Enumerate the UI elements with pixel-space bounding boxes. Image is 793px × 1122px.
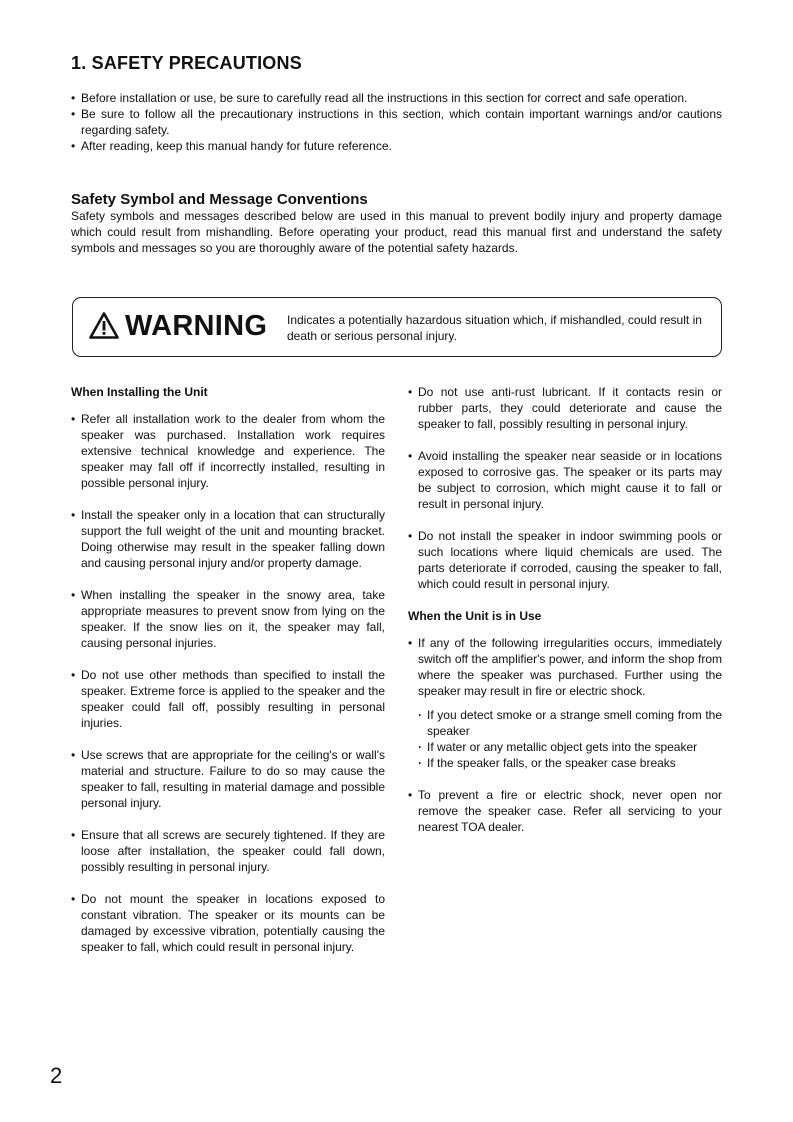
- list-item: [408, 635, 722, 771]
- irregularities-text: If any of the following irregularities occurs, immediately switch off the amplifier's power, and inform the shop from where the speaker was purchased. Further using the speaker may result in fire or electric shock.: [418, 636, 722, 698]
- warning-box: [72, 297, 722, 357]
- conventions-title: Safety Symbol and Message Conventions: [71, 191, 368, 208]
- intro-list: [71, 90, 722, 154]
- list-item: • Refer all installation work to the dealer from whom the speaker was purchased. Installation work requires extensive technical knowledge and experience. The speaker may fall off if incorrectly installed, resulting in possible personal injury.: [71, 411, 385, 491]
- intro-item: • After reading, keep this manual handy for future reference.: [71, 138, 722, 154]
- in-use-heading: When the Unit is in Use: [408, 609, 542, 623]
- left-column: [71, 384, 385, 955]
- list-item: • Ensure that all screws are securely tightened. If they are loose after installation, the speaker could fall down, possibly resulting in personal injury.: [71, 827, 385, 875]
- list-item: • Do not use anti-rust lubricant. If it contacts resin or rubber parts, they could deteriorate and cause the speaker to fall, possibly resulting in personal injury.: [408, 384, 722, 432]
- list-item: • Avoid installing the speaker near seaside or in locations exposed to corrosive gas. The speaker or its parts may be subject to corrosion, which might cause it to fall or result in personal injury.: [408, 448, 722, 512]
- in-use-list: [408, 635, 722, 835]
- list-item: • Install the speaker only in a location that can structurally support the full weight of the unit and mounting bracket. Doing otherwise may result in the speaker falling down and causing personal injury and/or property damage.: [71, 507, 385, 571]
- list-item: • To prevent a fire or electric shock, never open nor remove the speaker case. Refer all servicing to your nearest TOA dealer.: [408, 787, 722, 835]
- warning-triangle-icon: [89, 312, 119, 339]
- warning-label: WARNING: [125, 310, 268, 342]
- installing-list: [71, 411, 385, 955]
- list-item: • Do not use other methods than specified to install the speaker. Extreme force is applied to the speaker and the speaker could fall off, possibly resulting in personal injuries.: [71, 667, 385, 731]
- intro-item: • Before installation or use, be sure to carefully read all the instructions in this section for correct and safe operation.: [71, 90, 722, 106]
- sub-list-item: · If you detect smoke or a strange smell coming from the speaker: [418, 707, 722, 739]
- intro-item: • Be sure to follow all the precautionary instructions in this section, which contain important warnings and/or cautions regarding safety.: [71, 106, 722, 138]
- list-item: • When installing the speaker in the snowy area, take appropriate measures to prevent snow from lying on the speaker. If the snow lies on it, the speaker may fall, causing personal injuries.: [71, 587, 385, 651]
- sub-list-item: · If the speaker falls, or the speaker case breaks: [418, 755, 722, 771]
- section-title: 1. SAFETY PRECAUTIONS: [71, 53, 302, 73]
- page-number: 2: [50, 1063, 63, 1088]
- right-column: [408, 384, 722, 835]
- irregularities-sublist: [418, 707, 722, 771]
- list-item: • Do not mount the speaker in locations exposed to constant vibration. The speaker or its mounts can be damaged by excessive vibration, potentially causing the speaker to fall, which could result in personal injury.: [71, 891, 385, 955]
- sub-list-item: · If water or any metallic object gets into the speaker: [418, 739, 722, 755]
- list-item: • Use screws that are appropriate for the ceiling's or wall's material and structure. Failure to do so may cause the speaker to fall, resulting in material damage and possible personal injury.: [71, 747, 385, 811]
- installing-heading: When Installing the Unit: [71, 385, 208, 399]
- list-item: • Do not install the speaker in indoor swimming pools or such locations where liquid chemicals are used. The parts deteriorate if corroded, causing the speaker to fall, which could result in personal injury.: [408, 528, 722, 592]
- installing-list-continued: [408, 384, 722, 592]
- conventions-text: Safety symbols and messages described below are used in this manual to prevent bodily injury and property damage which could result from mishandling. Before operating your product, read this manual first and understand the safety symbols and messages so you are thoroughly aware of the potential safety hazards.: [71, 209, 722, 255]
- warning-description: Indicates a potentially hazardous situation which, if mishandled, could result in death or serious personal injury.: [287, 313, 702, 343]
